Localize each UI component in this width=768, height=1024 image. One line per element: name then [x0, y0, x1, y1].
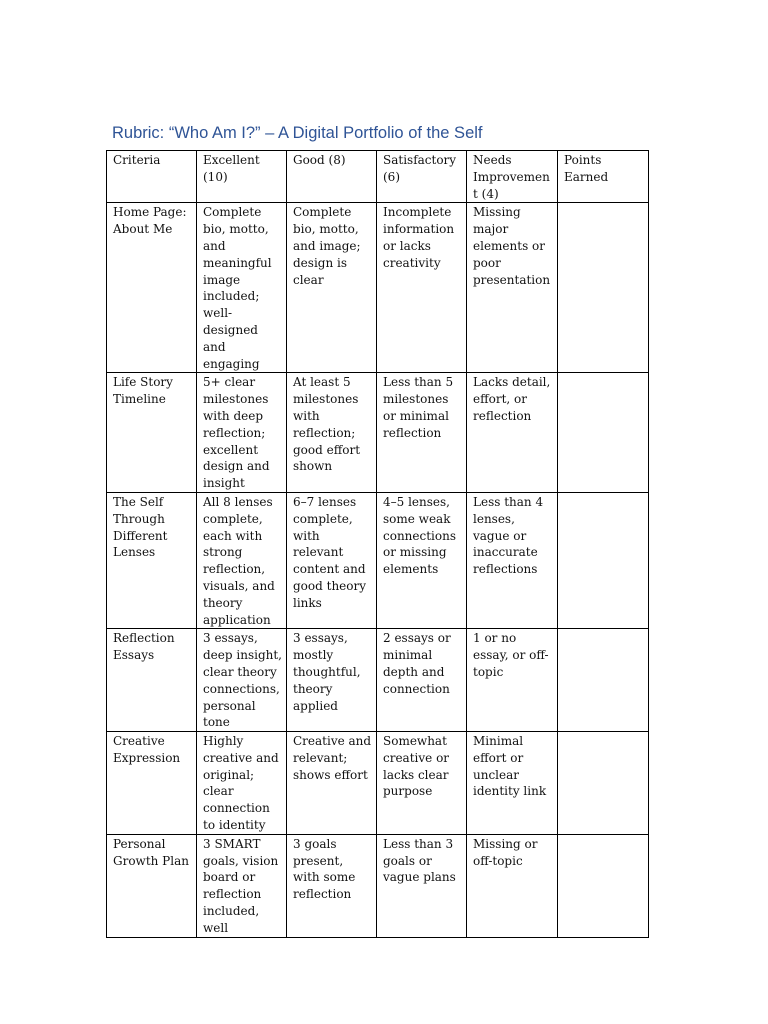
points-earned-cell: [558, 203, 649, 373]
table-row: [107, 629, 649, 732]
satisfactory-cell: 4–5 lenses, some weak connections or missing elements: [377, 492, 467, 628]
criteria-cell: The Self Through Different Lenses: [107, 492, 197, 628]
excellent-cell: Highly creative and original; clear connection to identity: [197, 732, 287, 835]
table-row: [107, 732, 649, 835]
satisfactory-cell: Less than 3 goals or vague plans: [377, 834, 467, 937]
header-criteria: Criteria: [107, 151, 197, 203]
criteria-cell: Home Page: About Me: [107, 203, 197, 373]
good-cell: Creative and relevant; shows effort: [287, 732, 377, 835]
criteria-cell: Life Story Timeline: [107, 373, 197, 493]
table-header-row: [107, 151, 649, 203]
points-earned-cell: [558, 834, 649, 937]
good-cell: Complete bio, motto, and image; design is clear: [287, 203, 377, 373]
satisfactory-cell: Somewhat creative or lacks clear purpose: [377, 732, 467, 835]
excellent-cell: All 8 lenses complete, each with strong reflection, visuals, and theory application: [197, 492, 287, 628]
header-good: Good (8): [287, 151, 377, 203]
good-cell: At least 5 milestones with reflection; good effort shown: [287, 373, 377, 493]
satisfactory-cell: Incomplete information or lacks creativity: [377, 203, 467, 373]
table-row: [107, 834, 649, 937]
header-needs-improvement: Needs Improvement (4): [467, 151, 558, 203]
needs-improvement-cell: 1 or no essay, or off-topic: [467, 629, 558, 732]
satisfactory-cell: 2 essays or minimal depth and connection: [377, 629, 467, 732]
good-cell: 3 goals present, with some reflection: [287, 834, 377, 937]
criteria-cell: Personal Growth Plan: [107, 834, 197, 937]
table-row: [107, 203, 649, 373]
excellent-cell: Complete bio, motto, and meaningful image included; well-designed and engaging: [197, 203, 287, 373]
excellent-cell: 5+ clear milestones with deep reflection; excellent design and insight: [197, 373, 287, 493]
table-row: [107, 492, 649, 628]
needs-improvement-cell: Lacks detail, effort, or reflection: [467, 373, 558, 493]
needs-improvement-cell: Less than 4 lenses, vague or inaccurate reflections: [467, 492, 558, 628]
header-points-earned: Points Earned: [558, 151, 649, 203]
criteria-cell: Reflection Essays: [107, 629, 197, 732]
needs-improvement-cell: Missing or off-topic: [467, 834, 558, 937]
excellent-cell: 3 essays, deep insight, clear theory connections, personal tone: [197, 629, 287, 732]
header-satisfactory: Satisfactory (6): [377, 151, 467, 203]
page-title: Rubric: “Who Am I?” – A Digital Portfolio of the Self: [112, 124, 483, 142]
points-earned-cell: [558, 732, 649, 835]
satisfactory-cell: Less than 5 milestones or minimal reflection: [377, 373, 467, 493]
good-cell: 6–7 lenses complete, with relevant content and good theory links: [287, 492, 377, 628]
table-row: [107, 373, 649, 493]
points-earned-cell: [558, 373, 649, 493]
good-cell: 3 essays, mostly thoughtful, theory applied: [287, 629, 377, 732]
points-earned-cell: [558, 629, 649, 732]
needs-improvement-cell: Minimal effort or unclear identity link: [467, 732, 558, 835]
rubric-table: [106, 150, 649, 938]
excellent-cell: 3 SMART goals, vision board or reflection included, well: [197, 834, 287, 937]
needs-improvement-cell: Missing major elements or poor presentation: [467, 203, 558, 373]
criteria-cell: Creative Expression: [107, 732, 197, 835]
header-excellent: Excellent (10): [197, 151, 287, 203]
points-earned-cell: [558, 492, 649, 628]
